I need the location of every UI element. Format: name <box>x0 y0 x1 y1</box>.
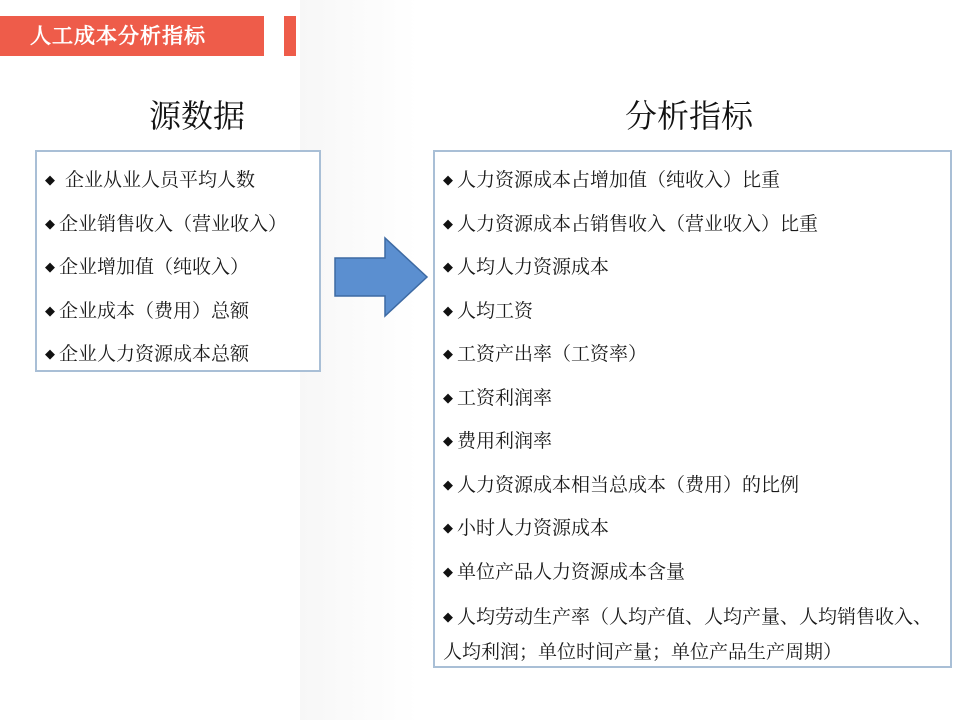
title-bar <box>0 16 264 56</box>
source-item-label: 企业增加值（纯收入） <box>59 256 250 278</box>
metric-item-label: 人均劳动生产率（人均产值、人均产量、人均销售收入、人均利润；单位时间产量；单位产品生产周期） <box>443 606 933 663</box>
metric-item-label: 单位产品人力资源成本含量 <box>457 560 686 583</box>
metric-item-label: 人均工资 <box>457 299 534 322</box>
bullet-icon: ◆ <box>45 173 55 188</box>
title-accent-bar <box>284 16 296 56</box>
bullet-icon: ◆ <box>443 390 453 406</box>
bullet-icon: ◆ <box>443 477 453 493</box>
bullet-icon: ◆ <box>443 347 453 362</box>
bullet-icon: ◆ <box>443 303 453 319</box>
metrics-heading: 分析指标 <box>625 97 754 135</box>
source-data-box <box>35 150 321 372</box>
source-item-label: 企业从业人员平均人数 <box>65 169 256 191</box>
source-item <box>45 159 319 203</box>
metric-item <box>443 246 950 290</box>
source-item <box>45 203 319 247</box>
source-heading: 源数据 <box>149 97 246 135</box>
metric-item-label: 人力资源成本占增加值（纯收入）比重 <box>457 169 781 191</box>
metric-item <box>443 159 950 203</box>
right-arrow-icon <box>333 236 429 318</box>
bullet-icon: ◆ <box>45 260 55 275</box>
bullet-icon: ◆ <box>443 521 453 536</box>
metric-item-label: 工资产出率（工资率） <box>457 343 648 365</box>
arrow-shape <box>335 238 427 316</box>
bullet-icon: ◆ <box>45 303 55 319</box>
metric-item <box>443 420 950 464</box>
bullet-icon: ◆ <box>443 260 453 275</box>
metric-item <box>443 551 950 595</box>
bullet-icon: ◆ <box>45 216 55 232</box>
metric-item <box>443 377 950 421</box>
source-item <box>45 333 319 377</box>
metric-item <box>443 333 950 377</box>
metric-item-label: 工资利润率 <box>457 386 553 409</box>
source-item-label: 企业成本（费用）总额 <box>59 299 250 322</box>
metric-item <box>443 594 948 669</box>
bullet-icon: ◆ <box>443 610 453 625</box>
metric-item-label: 费用利润率 <box>457 430 553 452</box>
bullet-icon: ◆ <box>443 216 453 232</box>
source-item-label: 企业销售收入（营业收入） <box>59 212 288 235</box>
metric-item-label: 人力资源成本占销售收入（营业收入）比重 <box>457 212 819 235</box>
bullet-icon: ◆ <box>45 347 55 362</box>
bullet-icon: ◆ <box>443 434 453 449</box>
metric-item <box>443 290 950 334</box>
metric-item-label: 人均人力资源成本 <box>457 256 610 278</box>
bullet-icon: ◆ <box>443 173 453 188</box>
metrics-box <box>433 150 952 668</box>
metric-item-label: 人力资源成本相当总成本（费用）的比例 <box>457 473 800 496</box>
source-item <box>45 246 319 290</box>
metric-item-label: 小时人力资源成本 <box>457 517 610 539</box>
metric-item <box>443 507 950 551</box>
bullet-icon: ◆ <box>443 564 453 580</box>
metric-item <box>443 203 950 247</box>
source-item <box>45 290 319 334</box>
slide-title: 人工成本分析指标 <box>30 24 206 48</box>
source-item-label: 企业人力资源成本总额 <box>59 343 250 365</box>
metric-item <box>443 464 950 508</box>
